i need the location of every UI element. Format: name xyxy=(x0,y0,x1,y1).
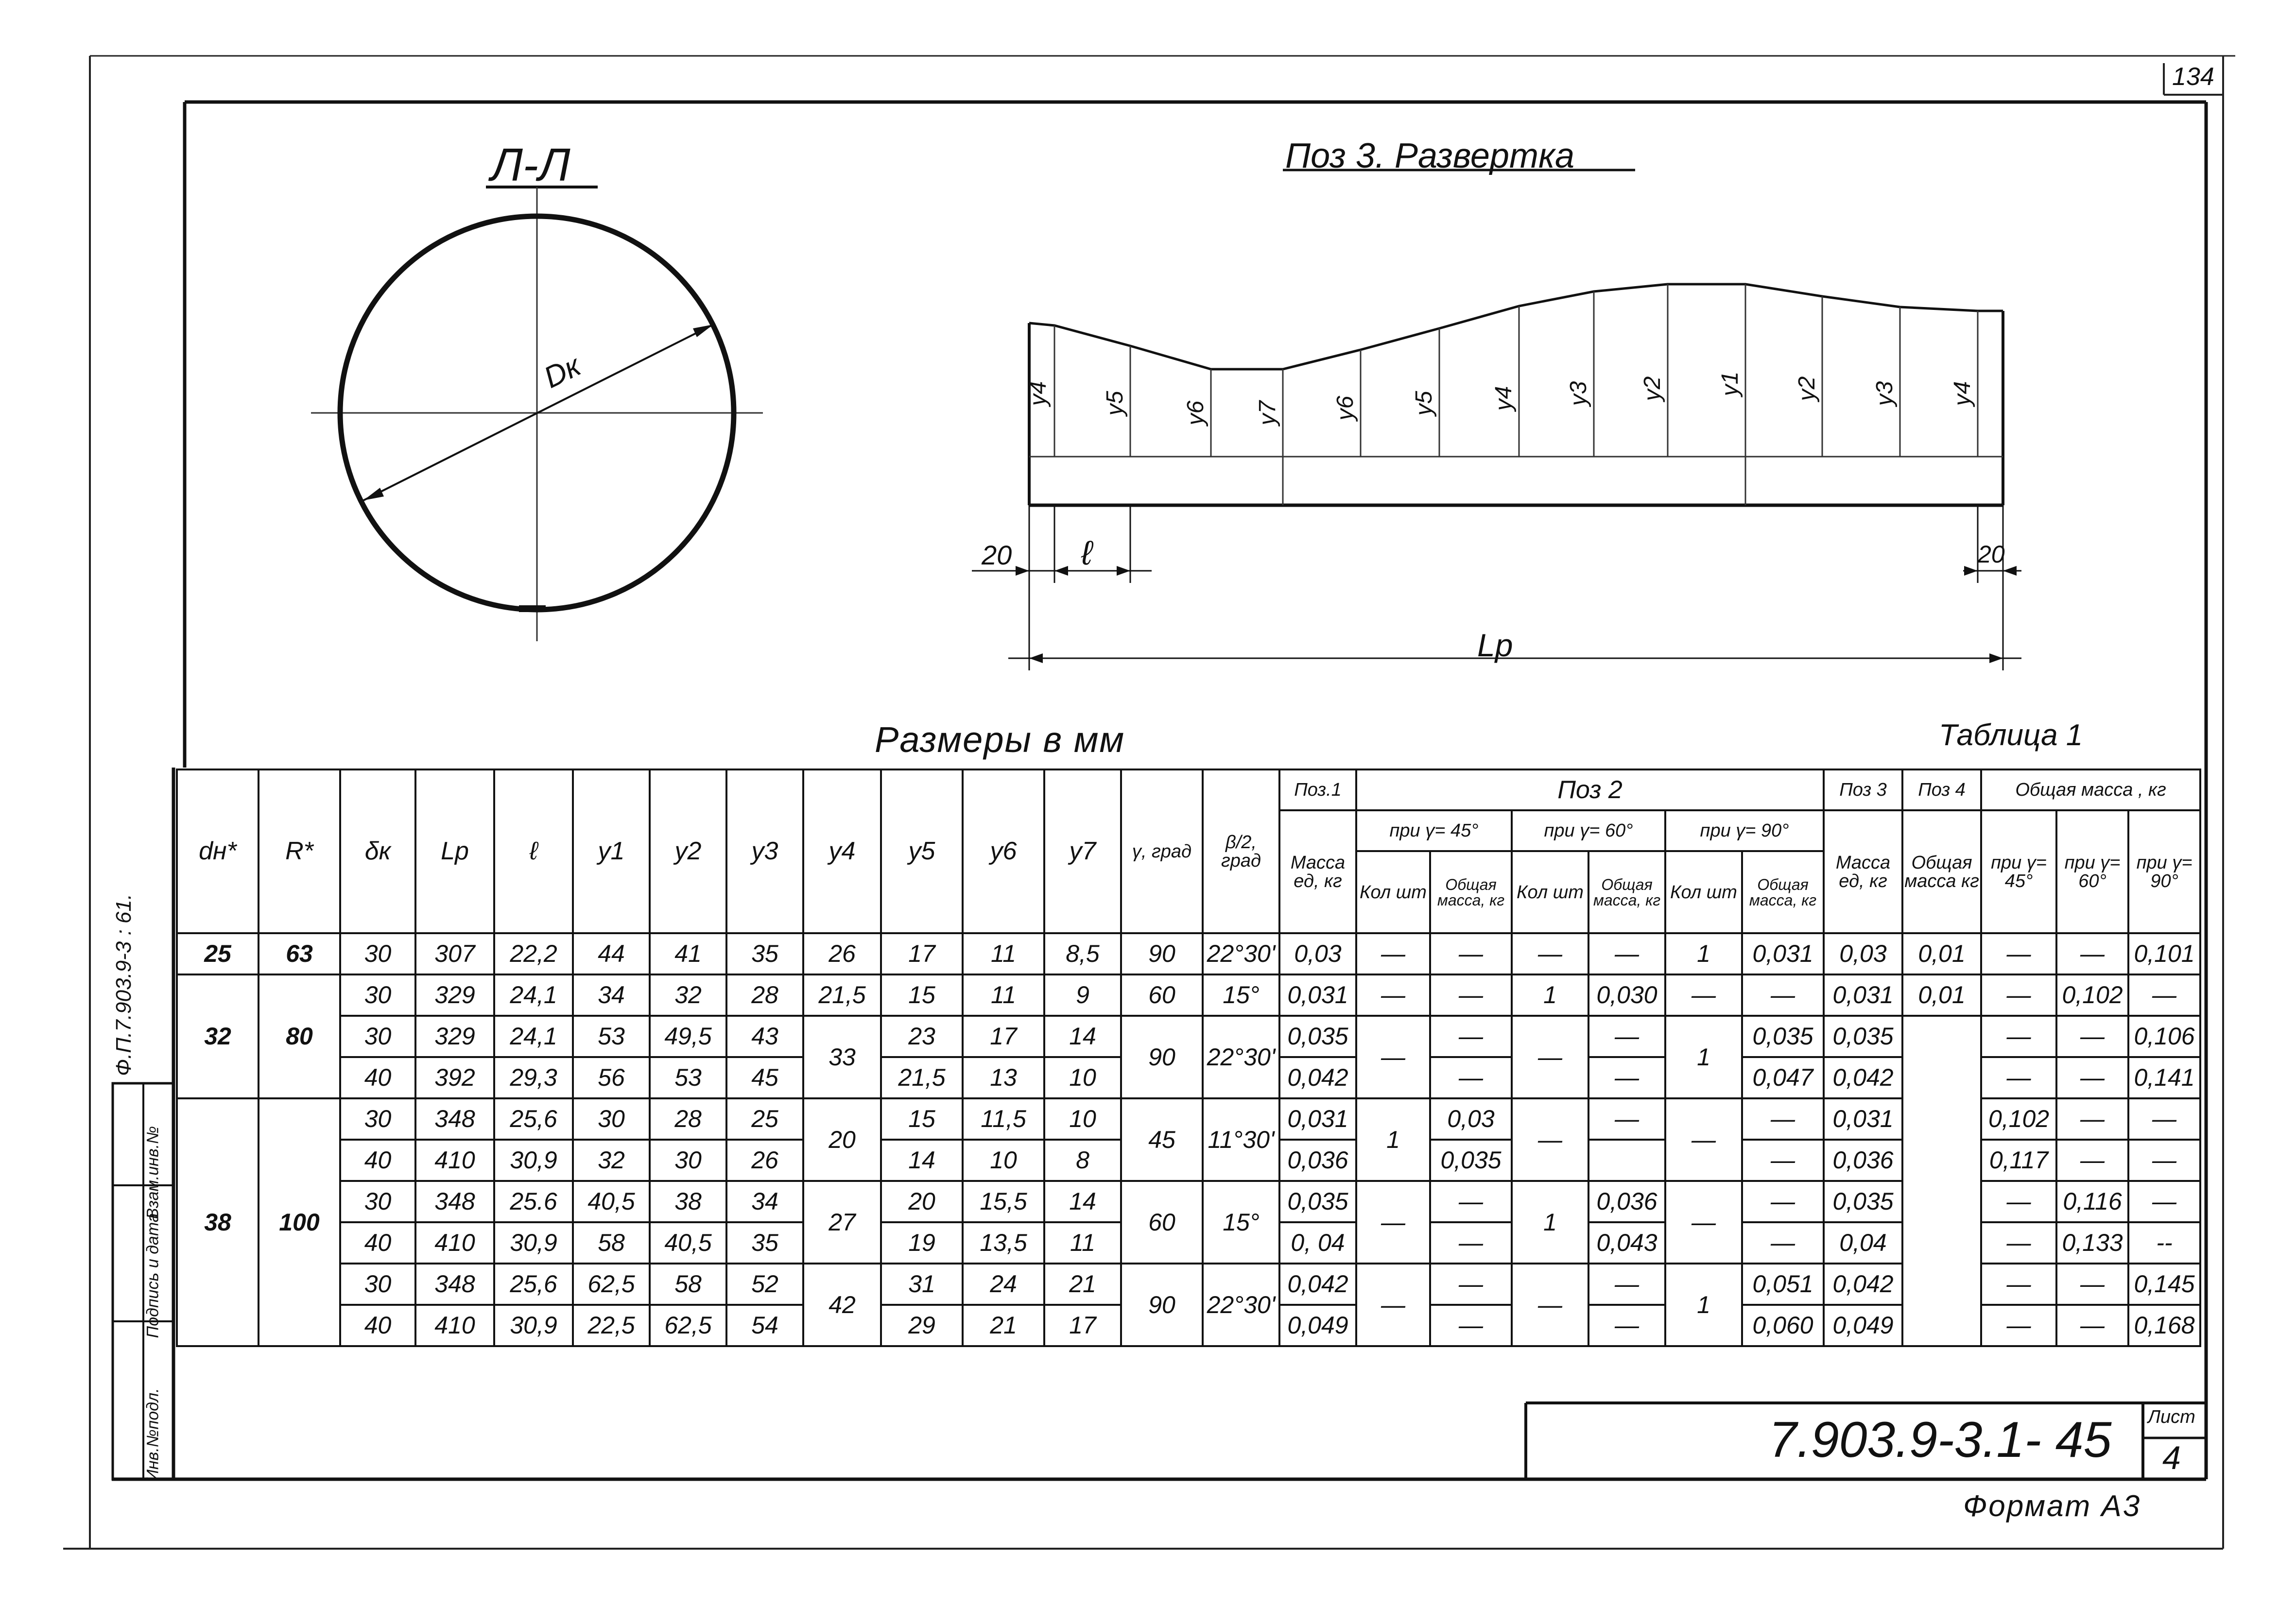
format-label: Формат А3 xyxy=(1963,1489,2141,1523)
cell-y7: 14 xyxy=(1044,1016,1121,1057)
cell-m1: 0,031 xyxy=(1279,1098,1356,1140)
cell-y7: 9 xyxy=(1044,974,1121,1016)
cell-m1: 0,031 xyxy=(1279,974,1356,1016)
cell-y3: 52 xyxy=(726,1264,803,1305)
cell-y2: 28 xyxy=(650,1098,726,1140)
cell-y1: 22,5 xyxy=(573,1305,650,1346)
cell-lp: 307 xyxy=(415,933,494,974)
title-code: 7.903.9-3.1- 45 xyxy=(1769,1412,2112,1468)
cell-k45: — xyxy=(1356,1181,1430,1264)
cell-l: 24,1 xyxy=(494,1016,573,1057)
cell-y5: 15 xyxy=(881,974,963,1016)
cell-sk: 30 xyxy=(340,1264,415,1305)
hdr-mass-45: Общая масса, кг xyxy=(1430,851,1512,933)
table-row xyxy=(177,974,2200,1016)
cell-lp: 410 xyxy=(415,1140,494,1181)
dim-left-offset: 20 xyxy=(982,540,1012,570)
hdr-g45: при γ= 45° xyxy=(1356,810,1512,851)
cell-m90: 0,060 xyxy=(1742,1305,1824,1346)
cell-y6: 13 xyxy=(963,1057,1044,1098)
table-row xyxy=(177,933,2200,974)
hdr-y5: y5 xyxy=(881,769,963,933)
cell-k45: — xyxy=(1356,933,1430,974)
cell-t45: 0,102 xyxy=(1981,1098,2056,1140)
cell-y6: 21 xyxy=(963,1305,1044,1346)
cell-t45: — xyxy=(1981,933,2056,974)
cell-t90: — xyxy=(2128,974,2200,1016)
ordinate-label: y6 xyxy=(1332,395,1358,421)
cell-m45: — xyxy=(1430,1264,1512,1305)
cell-m90: — xyxy=(1742,1222,1824,1264)
cell-y3: 35 xyxy=(726,1222,803,1264)
cell-y7: 10 xyxy=(1044,1057,1121,1098)
cell-l: 24,1 xyxy=(494,974,573,1016)
hdr-sk: δк xyxy=(340,769,415,933)
cell-t45: — xyxy=(1981,1264,2056,1305)
ordinate-label: y2 xyxy=(1794,376,1820,401)
cell-sk: 30 xyxy=(340,1181,415,1222)
cell-sk: 40 xyxy=(340,1057,415,1098)
dim-total-length: Lp xyxy=(1477,627,1513,663)
cell-m60: — xyxy=(1588,933,1665,974)
cell-y2: 40,5 xyxy=(650,1222,726,1264)
cell-t60: — xyxy=(2056,1140,2128,1181)
hdr-kol-60: Кол шт xyxy=(1512,851,1588,933)
cell-t45: 0,117 xyxy=(1981,1140,2056,1181)
hdr-mass-60: Общая масса, кг xyxy=(1588,851,1665,933)
cell-y1: 40,5 xyxy=(573,1181,650,1222)
cell-y3: 45 xyxy=(726,1057,803,1098)
hdr-pos3: Поз 3 xyxy=(1824,769,1902,810)
cell-y7: 10 xyxy=(1044,1098,1121,1140)
cell-y5: 19 xyxy=(881,1222,963,1264)
hdr-pos4-mass: Общая масса кг xyxy=(1902,810,1981,933)
cell-t90: 0,101 xyxy=(2128,933,2200,974)
cell-k90: — xyxy=(1665,974,1742,1016)
cell-m60 xyxy=(1588,1140,1665,1181)
ordinate-label: y3 xyxy=(1566,381,1591,406)
cell-t90: 0,106 xyxy=(2128,1016,2200,1057)
cell-k90: — xyxy=(1665,1098,1742,1181)
cell-y2: 62,5 xyxy=(650,1305,726,1346)
cell-m1: 0,042 xyxy=(1279,1057,1356,1098)
cell-y6: 24 xyxy=(963,1264,1044,1305)
cell-sk: 30 xyxy=(340,974,415,1016)
cell-l: 30,9 xyxy=(494,1222,573,1264)
side-vzam-inv: Взам.инв.№ xyxy=(143,1126,162,1219)
cell-m90: 0,035 xyxy=(1742,1016,1824,1057)
ordinate-label: y4 xyxy=(1950,381,1975,406)
ordinate-label: y5 xyxy=(1411,391,1437,416)
cell-y1: 44 xyxy=(573,933,650,974)
cell-m3: 0,049 xyxy=(1824,1305,1902,1346)
cell-y1: 30 xyxy=(573,1098,650,1140)
hdr-t45: при γ= 45° xyxy=(1981,810,2056,933)
cell-t60: — xyxy=(2056,1016,2128,1057)
cell-m1: 0,036 xyxy=(1279,1140,1356,1181)
hdr-kol-90: Кол шт xyxy=(1665,851,1742,933)
cell-t60: — xyxy=(2056,933,2128,974)
cell-m1: 0,03 xyxy=(1279,933,1356,974)
cell-m45: — xyxy=(1430,1305,1512,1346)
cell-y7: 17 xyxy=(1044,1305,1121,1346)
cell-beta: 22°30' xyxy=(1203,933,1279,974)
cell-y1: 58 xyxy=(573,1222,650,1264)
cell-m3: 0,036 xyxy=(1824,1140,1902,1181)
cell-k90: 1 xyxy=(1665,1264,1742,1346)
cell-t90: 0,168 xyxy=(2128,1305,2200,1346)
cell-k45: — xyxy=(1356,1264,1430,1346)
cell-m45: — xyxy=(1430,1181,1512,1222)
cell-y1: 34 xyxy=(573,974,650,1016)
cell-t90: 0,141 xyxy=(2128,1057,2200,1098)
cell-y5: 20 xyxy=(881,1181,963,1222)
cell-y4: 21,5 xyxy=(803,974,881,1016)
cell-t90: 0,145 xyxy=(2128,1264,2200,1305)
cell-gamma: 90 xyxy=(1121,1264,1203,1346)
cell-m1: 0,035 xyxy=(1279,1016,1356,1057)
cell-y7: 11 xyxy=(1044,1222,1121,1264)
dim-right-offset: 20 xyxy=(1978,541,2005,568)
cell-k45: 1 xyxy=(1356,1098,1430,1181)
cell-m45: — xyxy=(1430,1016,1512,1057)
cell-m4: 0,01 xyxy=(1902,933,1981,974)
hdr-dn: dн* xyxy=(177,769,259,933)
hdr-pos4: Поз 4 xyxy=(1902,769,1981,810)
hdr-r: R* xyxy=(259,769,340,933)
cell-y7: 8,5 xyxy=(1044,933,1121,974)
cell-y4: 26 xyxy=(803,933,881,974)
cell-lp: 348 xyxy=(415,1098,494,1140)
cell-r: 63 xyxy=(259,933,340,974)
cell-t45: — xyxy=(1981,1057,2056,1098)
cell-m60: — xyxy=(1588,1057,1665,1098)
cell-y5: 29 xyxy=(881,1305,963,1346)
hdr-gamma: γ, град xyxy=(1121,769,1203,933)
cell-l: 25,6 xyxy=(494,1098,573,1140)
cell-y5: 15 xyxy=(881,1098,963,1140)
cell-y4: 20 xyxy=(803,1098,881,1181)
ordinate-label: y2 xyxy=(1640,376,1665,401)
hdr-pos1-mass: Масса ед, кг xyxy=(1279,810,1356,933)
cell-k45: — xyxy=(1356,1016,1430,1098)
cell-y3: 35 xyxy=(726,933,803,974)
cell-y7: 8 xyxy=(1044,1140,1121,1181)
cell-m3: 0,03 xyxy=(1824,933,1902,974)
cell-m45: — xyxy=(1430,933,1512,974)
cell-y6: 11,5 xyxy=(963,1098,1044,1140)
cell-t60: — xyxy=(2056,1305,2128,1346)
ordinate-label: y7 xyxy=(1255,400,1280,426)
cell-sk: 30 xyxy=(340,933,415,974)
cell-m60: — xyxy=(1588,1016,1665,1057)
cell-t90: — xyxy=(2128,1140,2200,1181)
side-doc-ref: Ф.П.7.903.9-3 : 61. xyxy=(112,893,136,1076)
hdr-g90: при γ= 90° xyxy=(1665,810,1824,851)
cell-y3: 26 xyxy=(726,1140,803,1181)
cell-beta: 15° xyxy=(1203,1181,1279,1264)
cell-t45: — xyxy=(1981,974,2056,1016)
cell-y5: 21,5 xyxy=(881,1057,963,1098)
pipe-section-circle xyxy=(311,187,763,641)
cell-k60: 1 xyxy=(1512,974,1588,1016)
cell-t90: -- xyxy=(2128,1222,2200,1264)
cell-y1: 56 xyxy=(573,1057,650,1098)
cell-y5: 14 xyxy=(881,1140,963,1181)
cell-m90: — xyxy=(1742,974,1824,1016)
cell-m1: 0,049 xyxy=(1279,1305,1356,1346)
cell-k60: — xyxy=(1512,1098,1588,1181)
cell-m45: — xyxy=(1430,1222,1512,1264)
hdr-l: ℓ xyxy=(494,769,573,933)
hdr-y6: y6 xyxy=(963,769,1044,933)
cell-m45: — xyxy=(1430,974,1512,1016)
cell-m60: 0,036 xyxy=(1588,1181,1665,1222)
cell-m3: 0,035 xyxy=(1824,1181,1902,1222)
ordinate-label: y1 xyxy=(1717,371,1743,396)
cell-y1: 32 xyxy=(573,1140,650,1181)
side-inv-podl: Инв.№подл. xyxy=(143,1388,162,1482)
cell-y2: 32 xyxy=(650,974,726,1016)
cell-y6: 11 xyxy=(963,933,1044,974)
cell-gamma: 90 xyxy=(1121,1016,1203,1098)
cell-y3: 25 xyxy=(726,1098,803,1140)
cell-gamma: 60 xyxy=(1121,974,1203,1016)
cell-y2: 41 xyxy=(650,933,726,974)
cell-lp: 410 xyxy=(415,1305,494,1346)
cell-m1: 0,042 xyxy=(1279,1264,1356,1305)
cell-m3: 0,031 xyxy=(1824,974,1902,1016)
cell-l: 22,2 xyxy=(494,933,573,974)
cell-y2: 49,5 xyxy=(650,1016,726,1057)
cell-m3: 0,042 xyxy=(1824,1057,1902,1098)
cell-beta: 11°30' xyxy=(1203,1098,1279,1181)
hdr-y2: y2 xyxy=(650,769,726,933)
hdr-y4: y4 xyxy=(803,769,881,933)
ordinate-label: y3 xyxy=(1872,381,1898,406)
cell-dn: 38 xyxy=(177,1098,259,1346)
hdr-beta: β/2, град xyxy=(1203,769,1279,933)
cell-m90: — xyxy=(1742,1098,1824,1140)
table-row xyxy=(177,1181,2200,1222)
cell-lp: 329 xyxy=(415,1016,494,1057)
cell-m60: 0,043 xyxy=(1588,1222,1665,1264)
cell-m45: 0,035 xyxy=(1430,1140,1512,1181)
cell-beta: 22°30' xyxy=(1203,1264,1279,1346)
cell-r: 80 xyxy=(259,974,340,1098)
ordinate-labels xyxy=(1025,372,1975,427)
cell-k90: 1 xyxy=(1665,933,1742,974)
hdr-mass-90: Общая масса, кг xyxy=(1742,851,1824,933)
cell-m90: 0,051 xyxy=(1742,1264,1824,1305)
cell-t60: — xyxy=(2056,1264,2128,1305)
cell-lp: 329 xyxy=(415,974,494,1016)
ordinate-label: y4 xyxy=(1025,381,1051,406)
cell-dn: 25 xyxy=(177,933,259,974)
cell-sk: 40 xyxy=(340,1140,415,1181)
cell-y7: 21 xyxy=(1044,1264,1121,1305)
cell-t60: 0,116 xyxy=(2056,1181,2128,1222)
section-label: Л-Л xyxy=(491,139,570,191)
cell-y2: 53 xyxy=(650,1057,726,1098)
cell-y2: 38 xyxy=(650,1181,726,1222)
cell-k60: 1 xyxy=(1512,1181,1588,1264)
cell-y4: 33 xyxy=(803,1016,881,1098)
ordinate-label: y6 xyxy=(1183,400,1208,426)
cell-gamma: 60 xyxy=(1121,1181,1203,1264)
table-row xyxy=(177,1098,2200,1140)
cell-y4: 42 xyxy=(803,1264,881,1346)
cell-lp: 410 xyxy=(415,1222,494,1264)
side-podpis-data: Подпись и дата xyxy=(143,1213,162,1338)
cell-m60: — xyxy=(1588,1264,1665,1305)
cell-l: 30,9 xyxy=(494,1305,573,1346)
cell-y6: 13,5 xyxy=(963,1222,1044,1264)
cell-y2: 30 xyxy=(650,1140,726,1181)
cell-y5: 31 xyxy=(881,1264,963,1305)
cell-y1: 62,5 xyxy=(573,1264,650,1305)
table-row xyxy=(177,1016,2200,1057)
cell-m4: 0,01 xyxy=(1902,974,1981,1016)
cell-l: 25,6 xyxy=(494,1264,573,1305)
cell-y6: 15,5 xyxy=(963,1181,1044,1222)
cell-t90: — xyxy=(2128,1181,2200,1222)
cell-t60: — xyxy=(2056,1057,2128,1098)
cell-m3: 0,04 xyxy=(1824,1222,1902,1264)
cell-t45: — xyxy=(1981,1305,2056,1346)
cell-y3: 43 xyxy=(726,1016,803,1057)
diameter-label: Dк xyxy=(538,349,586,395)
cell-lp: 392 xyxy=(415,1057,494,1098)
title-sheet-number: 4 xyxy=(2162,1439,2181,1476)
hdr-y1: y1 xyxy=(573,769,650,933)
cell-lp: 348 xyxy=(415,1181,494,1222)
table-caption: Размеры в мм xyxy=(875,719,1125,760)
cell-m90: — xyxy=(1742,1140,1824,1181)
hdr-lp: Lp xyxy=(415,769,494,933)
hdr-pos1: Поз.1 xyxy=(1279,769,1356,810)
cell-r: 100 xyxy=(259,1098,340,1346)
cell-sk: 30 xyxy=(340,1016,415,1057)
cell-m60: — xyxy=(1588,1305,1665,1346)
cell-t45: — xyxy=(1981,1181,2056,1222)
cell-y5: 23 xyxy=(881,1016,963,1057)
cell-k90: 1 xyxy=(1665,1016,1742,1098)
cell-y6: 17 xyxy=(963,1016,1044,1057)
cell-m1: 0,035 xyxy=(1279,1181,1356,1222)
cell-m3: 0,035 xyxy=(1824,1016,1902,1057)
ordinate-label: y4 xyxy=(1491,386,1517,411)
cell-sk: 30 xyxy=(340,1098,415,1140)
cell-y6: 11 xyxy=(963,974,1044,1016)
hdr-total-mass: Общая масса , кг xyxy=(1981,769,2200,810)
cell-gamma: 90 xyxy=(1121,933,1203,974)
cell-t90: — xyxy=(2128,1098,2200,1140)
development-title: Поз 3. Развертка xyxy=(1285,137,1574,175)
cell-beta: 22°30' xyxy=(1203,1016,1279,1098)
cell-y6: 10 xyxy=(963,1140,1044,1181)
cell-m4 xyxy=(1902,1016,1981,1346)
hdr-pos3-mass: Масса ед, кг xyxy=(1824,810,1902,933)
table-number: Таблица 1 xyxy=(1939,718,2083,752)
cell-m60: — xyxy=(1588,1098,1665,1140)
development-drawing xyxy=(972,284,2021,670)
cell-y5: 17 xyxy=(881,933,963,974)
cell-k60: — xyxy=(1512,1264,1588,1346)
cell-y7: 14 xyxy=(1044,1181,1121,1222)
cell-y4: 27 xyxy=(803,1181,881,1264)
cell-t45: — xyxy=(1981,1016,2056,1057)
hdr-t90: при γ= 90° xyxy=(2128,810,2200,933)
cell-l: 25.6 xyxy=(494,1181,573,1222)
cell-y3: 28 xyxy=(726,974,803,1016)
hdr-y3: y3 xyxy=(726,769,803,933)
cell-m3: 0,031 xyxy=(1824,1098,1902,1140)
cell-m90: 0,031 xyxy=(1742,933,1824,974)
hdr-pos2: Поз 2 xyxy=(1356,769,1824,810)
cell-sk: 40 xyxy=(340,1222,415,1264)
cell-k90: — xyxy=(1665,1181,1742,1264)
sheet-corner-number: 134 xyxy=(2172,63,2214,91)
cell-t60: 0,102 xyxy=(2056,974,2128,1016)
hdr-y7: y7 xyxy=(1044,769,1121,933)
hdr-t60: при γ= 60° xyxy=(2056,810,2128,933)
cell-l: 29,3 xyxy=(494,1057,573,1098)
cell-lp: 348 xyxy=(415,1264,494,1305)
table-row xyxy=(177,1264,2200,1305)
cell-y3: 54 xyxy=(726,1305,803,1346)
cell-m45: 0,03 xyxy=(1430,1098,1512,1140)
cell-m1: 0, 04 xyxy=(1279,1222,1356,1264)
cell-dn: 32 xyxy=(177,974,259,1098)
cell-gamma: 45 xyxy=(1121,1098,1203,1181)
cell-y3: 34 xyxy=(726,1181,803,1222)
cell-t60: 0,133 xyxy=(2056,1222,2128,1264)
cell-l: 30,9 xyxy=(494,1140,573,1181)
title-sheet-label: Лист xyxy=(2148,1407,2195,1427)
cell-t60: — xyxy=(2056,1098,2128,1140)
cell-beta: 15° xyxy=(1203,974,1279,1016)
hdr-g60: при γ= 60° xyxy=(1512,810,1665,851)
cell-m60: 0,030 xyxy=(1588,974,1665,1016)
cell-k60: — xyxy=(1512,1016,1588,1098)
cell-y2: 58 xyxy=(650,1264,726,1305)
cell-m90: — xyxy=(1742,1181,1824,1222)
cell-t45: — xyxy=(1981,1222,2056,1264)
cell-m90: 0,047 xyxy=(1742,1057,1824,1098)
cell-m45: — xyxy=(1430,1057,1512,1098)
hdr-kol-45: Кол шт xyxy=(1356,851,1430,933)
dim-spacing: ℓ xyxy=(1081,534,1092,572)
cell-y1: 53 xyxy=(573,1016,650,1057)
dimensions-table xyxy=(176,769,2201,1347)
cell-k60: — xyxy=(1512,933,1588,974)
cell-m3: 0,042 xyxy=(1824,1264,1902,1305)
cell-k45: — xyxy=(1356,974,1430,1016)
ordinate-label: y5 xyxy=(1102,391,1128,416)
cell-sk: 40 xyxy=(340,1305,415,1346)
